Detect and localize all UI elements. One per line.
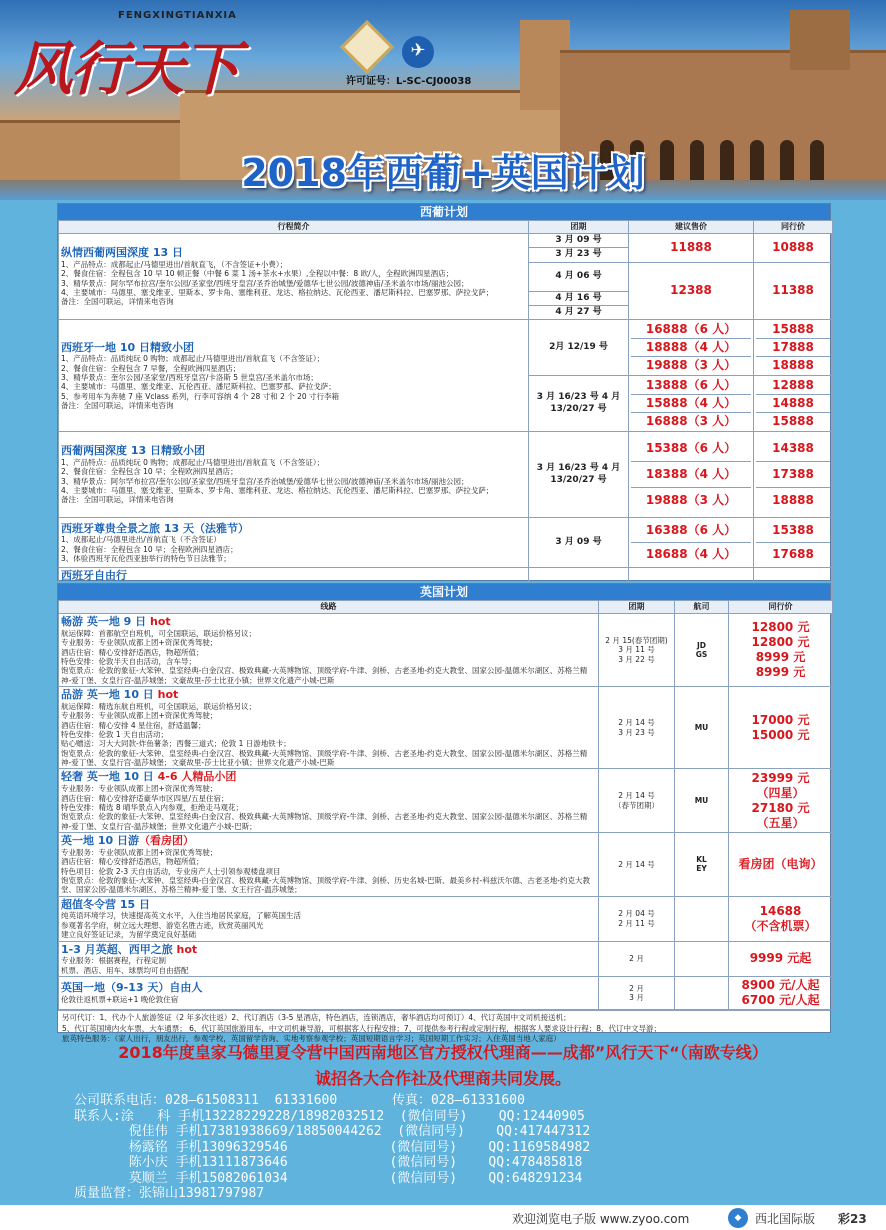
tour-line: 专业服务：专业领队成都上团+资深优秀驾驶； (61, 711, 218, 721)
tour-dates (599, 769, 675, 833)
airline (675, 769, 729, 833)
table-row (59, 833, 833, 897)
peer-price: 12800 元 (751, 620, 810, 634)
airline-code: JD (696, 640, 707, 650)
tour-date: 3 月 11 号 (618, 645, 655, 655)
airline (675, 833, 729, 897)
contact-block (74, 1093, 590, 1202)
tour-description (59, 833, 599, 897)
peer-price: 看房团（电询） (729, 833, 833, 897)
peer-price: （不含机票） (744, 918, 817, 933)
tour-description (59, 614, 599, 687)
col-header: 线路 (59, 601, 599, 614)
license-number: 许可证号：L-SC-CJ00038 (346, 76, 472, 87)
knot-emblem-icon (340, 20, 394, 74)
peer-price: 14888 (756, 395, 830, 413)
page-title: 2018年西葡+英国计划 (241, 151, 645, 195)
contact-row: 莫顺兰 手机15082061034 (微信同号) QQ:648291234 (74, 1170, 583, 1186)
peer-price: （四星） (756, 785, 805, 800)
peer-price-group (729, 977, 833, 1010)
tour-line: 2、餐食住宿：全程包含 10 早；全程欧洲四星酒店； (61, 544, 238, 554)
spain-plan-panel (57, 203, 831, 581)
tour-date: 2 月 15(春节团期) (605, 635, 668, 645)
peer-price: 12800 元 (751, 635, 810, 649)
peer-price: 15000 元 (751, 727, 810, 742)
tour-line: 专业服务：根据赛程，行程定制 (61, 956, 166, 966)
peer-price: 8999 元 (755, 665, 806, 679)
tour-line: 3、精华景点：阿尔罕布拉宫/奎尔公园/圣家堂/西班牙皇宫/圣乔治城堡/爱德华七世公园/波德神庙/圣米盖尔市场/丽池公园； (61, 278, 469, 288)
tour-line: 饱览景点：伦敦的象征-大笨钟、皇室经典-白金汉宫、极致典藏-大英博物馆、顶级学府-牛津、剑桥、古老圣地-约克大教堂、国家公园-温德米尔湖区、苏格兰精神-爱丁堡、女皇行宫-温莎城堡；世界文化遗产小城-巴斯； (61, 812, 588, 831)
tour-dates (599, 614, 675, 687)
footer-welcome[interactable]: 欢迎浏览电子版 www.zyoo.com (512, 1212, 690, 1226)
peer-price-group (729, 614, 833, 687)
tour-line: 备注：全国可联运，详情来电咨询 (61, 297, 174, 307)
retail-price: 16888（6 人） (631, 321, 751, 339)
tour-title: 西班牙一地 10 日精致小团 (61, 340, 194, 354)
col-header: 同行价 (729, 601, 833, 614)
tour-line: 饱览景点：伦敦的象征-大笨钟、皇室经典-白金汉宫、极致典藏-大英博物馆、顶级学府-牛津、剑桥、历史名城-巴斯、最美乡村-科兹沃尔德、古老圣地-约克大教堂、国家公园-温德米尔湖区、苏格兰精神-爱丁堡、女王行宫-温莎城堡； (61, 875, 590, 895)
tour-line: 参观著名学府，树立远大理想、游览名胜古迹，欣赏英丽风光 (61, 920, 264, 930)
peer-price: 8900 元/人起 (741, 978, 820, 992)
airline-code: KL (696, 854, 707, 864)
peer-price: 17888 (756, 339, 830, 357)
table-row (59, 977, 833, 1010)
tag: 4-6 人精品小团 (157, 770, 237, 784)
col-header: 建议售价 (629, 221, 754, 234)
tour-line: 1、成都起止/马德里进出/首航直飞（不含签证） (61, 535, 221, 545)
table-row (59, 320, 833, 376)
retail-price: 11888 (629, 234, 754, 263)
tour-line: 2、餐食住宿：全程包含 10 早 10 顿正餐（中餐 6 菜 1 汤+茶水+水果）,全程以中餐：8 欧/人，全程欧洲四星酒店； (61, 269, 454, 279)
uk-plan-panel (57, 583, 831, 1043)
brand-english: FENGXINGTIANXIA (118, 10, 237, 21)
tour-title-text: 轻奢 英一地 10 日 (61, 770, 154, 784)
tour-line: 酒店住宿：精心安排舒适酒店，物超所值； (61, 857, 204, 867)
tour-line: 2、餐食住宿：全程包含 10 早；全程欧洲四星酒店； (61, 467, 238, 477)
tour-description (59, 234, 529, 320)
tour-title (61, 943, 596, 957)
tour-title: 西班牙自由行 (61, 569, 127, 582)
peer-price: （五星） (756, 815, 805, 830)
peer-price: 18888 (772, 493, 814, 507)
peer-price: 17000 元 (751, 712, 810, 727)
peer-price-group (754, 432, 833, 518)
peer-price: 14388 (756, 436, 830, 462)
peer-price: 15888 (756, 321, 830, 339)
tour-line: 特色安排：精选 8 晴华景点入内参观，拒绝走马观花； (61, 802, 244, 812)
tour-line: 专业服务：专业领队成都上团+资深优秀驾驶； (61, 784, 218, 794)
peer-price: 23999 元 (751, 770, 810, 785)
tour-date: 2 月 14 号 (618, 791, 655, 801)
tour-date: 2 月 11 号 (618, 918, 655, 928)
retail-price-group (629, 320, 754, 376)
tour-date: 3 月 23 号 (529, 248, 629, 262)
tour-line: 纯英语环境学习，快速提高英文水平，入住当地居民家庭，了解英国生活 (61, 911, 301, 921)
contact-row: 质量监督：张锦山13981797987 (74, 1186, 265, 1201)
tour-line: 3、精华景点：阿尔罕布拉宫/奎尔公园/圣家堂/西班牙皇宫/圣乔治城堡/爱德华七世公园/波德神庙/圣米盖尔市场/丽池公园； (61, 476, 469, 486)
peer-price: 17688 (772, 547, 814, 561)
tour-line: 特色安排：伦敦半天自由活动，含车导； (61, 656, 196, 666)
airline (675, 614, 729, 687)
slogan-line-2: 诚招各大合作社及代理商共同发展。 (314, 1069, 571, 1088)
header-banner (0, 0, 886, 200)
tour-date: 3 月 22 号 (618, 654, 655, 664)
contact-row: 倪佳伟 手机17381938669/18850044262 (微信同号) QQ:417447312 (74, 1124, 591, 1139)
col-header: 团期 (599, 601, 675, 614)
airline (675, 977, 729, 1010)
tour-description (59, 769, 599, 833)
contact-row: 联系人:涂 科 手机13228229228/18982032512 (微信同号) QQ:12440905 (74, 1108, 585, 1124)
tour-line: 特色项目：伦敦 2-3 天自由活动，专业房产人士引领参观楼盘项目 (61, 866, 281, 876)
tour-date: 2 月 (599, 941, 675, 977)
retail-price: 16388（6 人） (631, 519, 751, 543)
tour-line: 酒店住宿：精心安排舒适酒店，物超所值； (61, 647, 204, 657)
hot-tag: hot (150, 615, 171, 628)
tour-description (59, 518, 529, 568)
tour-title-text: 畅游 英一地 9 日 (61, 615, 147, 628)
tour-title: 西班牙尊贵全景之旅 13 天（法雅节） (61, 521, 249, 535)
tour-line: 备注：全国可联运，详情来电咨询 (61, 401, 174, 411)
peer-price-group (729, 769, 833, 833)
table-row (59, 234, 833, 248)
peer-price: 6700 元/人起 (741, 993, 820, 1007)
retail-price-group (629, 518, 754, 568)
tour-line: 4、主要城市：马德里、塞戈维亚、瓦伦西亚、潘尼斯科拉、巴塞罗那、萨拉戈萨； (61, 382, 336, 392)
tour-description (59, 320, 529, 432)
table-row (59, 518, 833, 568)
tower-right (790, 10, 850, 70)
footer-edition: 西北国际版 (755, 1212, 816, 1226)
tour-title (61, 770, 596, 784)
tag: （看房团） (138, 834, 194, 847)
tour-line: 航运保障：精选东航自班机，可全国联运，联运价格另议； (61, 701, 256, 711)
airline-code: GS (695, 650, 708, 659)
retail-price: 16888（3 人） (645, 414, 737, 428)
tour-title: 纵情西葡两国深度 13 日 (61, 246, 183, 260)
tour-line: 专业服务：专业领队成都上团+资深优秀驾驶； (61, 638, 218, 648)
table-row (59, 896, 833, 941)
tour-date: 3 月 (629, 993, 644, 1002)
retail-price: 15388（6 人） (631, 436, 751, 462)
tour-date: 3 月 09 号 (529, 518, 629, 568)
tour-date: （春节团期） (614, 800, 659, 810)
hot-tag: hot (157, 688, 179, 701)
peer-price: 10888 (754, 234, 833, 263)
contact-row: 公司联系电话：028—61508311 61331600 传真：028—61331600 (74, 1093, 525, 1108)
peer-price: 14688 (759, 903, 802, 918)
airplane-globe-icon: ✈ (402, 36, 434, 68)
peer-price: 17388 (756, 462, 830, 488)
tour-line: 1、产品特点：成都起止/马德里进出/首航直飞，（不含签证+小费）； (61, 259, 288, 269)
tour-line: 酒店住宿：精心安排 4 星住宿，舒适温馨； (61, 720, 206, 730)
tour-dates (599, 896, 675, 941)
tour-dates (599, 833, 675, 897)
retail-price: 19888（3 人） (645, 493, 737, 507)
airline (675, 941, 729, 977)
slogan-line-1: 2018年度皇家马德里夏令营中国西南地区官方授权代理商——成都”风行天下“（南欧专线） (118, 1043, 768, 1062)
peer-price: 27180 元 (751, 800, 810, 815)
peer-price-group (729, 687, 833, 769)
tour-description (59, 432, 529, 518)
tour-line: 建立良好签证记录，为留学奠定良好基础 (61, 930, 196, 940)
tour-title: 西葡两国深度 13 日精致小团 (61, 444, 205, 458)
tour-date: 2月 12/19 号 (529, 320, 629, 376)
hot-tag: hot (176, 942, 198, 956)
peer-price-group (754, 320, 833, 376)
tour-line: 3、精华景点：奎尔公园/圣家堂/西班牙皇宫/卡洛斯 5 世皇宫/圣米盖尔市场； (61, 373, 318, 382)
note-line: 5、代订英国境内火车票，大车通票； 6、代订英国旅游用车，中文司机兼导游，可根据客人行程安排；7、可提供参考行程或定制行程，根据客人要求设计行程；8、代订中文导游； (62, 1023, 661, 1033)
tour-dates (599, 977, 675, 1010)
retail-price-group (629, 376, 754, 432)
contact-row: 杨露铭 手机13096329546 (微信同号) QQ:1169584982 (74, 1139, 591, 1155)
tour-line: 1、产品特点：品质纯玩 0 购物；成都起止/马德里进出/首航直飞（不含签证）； (61, 457, 325, 467)
airline (675, 896, 729, 941)
tour-title-text: 英一地 10 日游 (61, 834, 139, 847)
tour-line: 专业服务：专业领队成都上团+资深优秀驾驶； (61, 847, 218, 857)
col-header: 行程简介 (59, 221, 529, 234)
table-row (59, 432, 833, 518)
page-number: 彩23 (838, 1212, 867, 1226)
footer-bar (0, 1205, 886, 1230)
tour-date: 4 月 06 号 (529, 262, 629, 291)
peer-price: 11388 (754, 262, 833, 320)
tour-title (61, 688, 596, 702)
airline-code: EY (696, 864, 707, 874)
peer-price: 8999 元 (755, 650, 806, 664)
tour-line: 2、餐食住宿：全程包含 7 早餐，全程欧洲四星酒店； (61, 363, 241, 373)
table-row (59, 769, 833, 833)
peer-price: 15388 (756, 519, 830, 543)
tour-line: 1、产品特点：品质纯玩 0 购物；成都起止/马德里进出/首航直飞（不含签证）； (61, 354, 325, 364)
retail-price: 19888（3 人） (645, 358, 737, 372)
table-row (59, 941, 833, 977)
retail-price: 15888（4 人） (631, 395, 751, 413)
tour-date: 2 月 14 号 (618, 859, 655, 869)
tour-title-text: 1-3 月英超、西甲之旅 (61, 942, 173, 956)
retail-price: 18888（4 人） (631, 339, 751, 357)
tour-line: 4、主要城市：马德里、塞戈维亚、里斯本、罗卡角、塞维利亚、龙达、格拉纳达、瓦伦西亚、潘尼斯科拉、巴塞罗那、萨拉戈萨； (61, 288, 494, 298)
tour-title: 英国一地（9-13 天）自由人 (61, 981, 203, 995)
tour-date: 4 月 27 号 (529, 305, 629, 319)
tour-description (59, 687, 599, 769)
peer-price-group (729, 896, 833, 941)
tour-date: 2 月 14 号 (618, 718, 655, 728)
table-row (59, 614, 833, 687)
tour-date: 3 月 09 号 (529, 234, 629, 248)
retail-price: 18388（4 人） (631, 462, 751, 488)
tour-dates (599, 687, 675, 769)
brand-logo: 风行天下 (14, 35, 239, 103)
tour-date: 3 月 23 号 (618, 727, 655, 737)
tour-line: 航运保障：首都航空自班机，可全国联运，联运价格另议； (61, 628, 256, 638)
peer-price: 18888 (772, 358, 814, 372)
uk-table (58, 600, 833, 1010)
section-title: 西葡计划 (58, 204, 830, 220)
section-title: 英国计划 (58, 584, 830, 600)
tour-date: 3 月 16/23 号 4 月 13/20/27 号 (529, 376, 629, 432)
tour-date: 2 月 04 号 (618, 909, 655, 919)
tour-line: 机票、酒店、用车、球票均可自由搭配 (61, 965, 189, 975)
tour-line: 酒店住宿：精心安排舒适豪华市区四星/五星住宿； (61, 793, 229, 803)
note-line: 旅英特色服务：（家人出行，朋友出行，参观学校，英国留学咨询、实地考察参观学校；英国短期语言学习；英国短期工作实习；入住英国当地人家庭） (62, 1034, 561, 1043)
note-line: 另可代订：1、代办个人旅游签证（2 年多次往返）2、代订酒店（3-5 星酒店，特色酒店，连锁酒店，奢华酒店均可预订）4、代订英国中文司机接送机； (62, 1013, 571, 1022)
tour-description (59, 977, 599, 1010)
peer-price-group (754, 518, 833, 568)
tour-line: 饱览景点：伦敦的象征-大笨钟、皇室经典-白金汉宫、极致典藏-大英博物馆、顶级学府-牛津、剑桥、古老圣地-约克大教堂、国家公园-温德米尔湖区、苏格兰精神-爱丁堡、女皇行宫-温莎城堡；文豪故里-莎士比亚小镇；世界文化遗产小城-巴斯 (61, 748, 588, 767)
retail-price-group (629, 432, 754, 518)
retail-price: 13888（6 人） (631, 377, 751, 395)
peer-price: 12888 (756, 377, 830, 395)
tour-date: 4 月 16 号 (529, 291, 629, 305)
airline-code: MU (694, 723, 709, 732)
peer-price: 9999 元起 (729, 941, 833, 977)
retail-price: 12388 (629, 262, 754, 320)
col-header: 航司 (675, 601, 729, 614)
peer-price: 15888 (772, 414, 814, 428)
tour-date: 3 月 16/23 号 4 月 13/20/27 号 (529, 432, 629, 518)
contact-row: 陈小庆 手机13111873646 (微信同号) QQ:478485818 (74, 1155, 583, 1170)
airline-code: MU (694, 796, 709, 805)
tour-title-text: 品游 英一地 10 日 (61, 688, 154, 701)
tour-description (59, 896, 599, 941)
tour-line: 备注：全国可联运，详情来电咨询 (61, 495, 174, 505)
col-header: 团期 (529, 221, 629, 234)
spain-table (58, 220, 833, 613)
tour-line: 5、参考用车为奔驰 7 座 Vclass 系列，行李可容纳 4 个 28 寸和 2 个 20 寸行李箱 (61, 391, 340, 401)
peer-price-group (754, 376, 833, 432)
retail-price: 18688（4 人） (645, 547, 737, 561)
table-row (59, 687, 833, 769)
tour-date: 2 月 (629, 983, 644, 993)
tour-line: 饱览景点：伦敦的象征-大笨钟、皇室经典-白金汉宫、极致典藏-大英博物馆、顶级学府-牛津、剑桥、古老圣地-约克大教堂、国家公园-温德米尔湖区、苏格兰精神-爱丁堡、女皇行宫-温莎城堡；文豪故里-莎士比亚小镇；世界文化遗产小城-巴斯 (61, 666, 588, 685)
tour-title: 超值冬令营 15 日 (61, 897, 150, 911)
tour-line: 贴心赠送：习大大同款-炸鱼薯条；西餐三道式；伦敦 1 日游地铁卡； (61, 739, 291, 749)
tour-line: 伦敦往返机票+联运+1 晚伦敦住宿 (61, 995, 179, 1005)
tour-line: 4、主要城市：马德里、塞戈维亚、里斯本、罗卡角、塞维利亚、龙达、格拉纳达、瓦伦西亚、潘尼斯科拉、巴塞罗那、萨拉戈萨； (61, 486, 494, 496)
airline (675, 687, 729, 769)
tour-title (61, 834, 596, 848)
tour-line: 特色安排：伦敦 1 天自由活动； (61, 729, 169, 739)
edition-logo-icon: ◆ (728, 1208, 748, 1228)
tour-line: 3、体验西班牙瓦伦西亚独举行的特色节日法雅节； (61, 554, 231, 564)
tour-description (59, 941, 599, 977)
tour-title (61, 615, 596, 629)
col-header: 同行价 (754, 221, 833, 234)
